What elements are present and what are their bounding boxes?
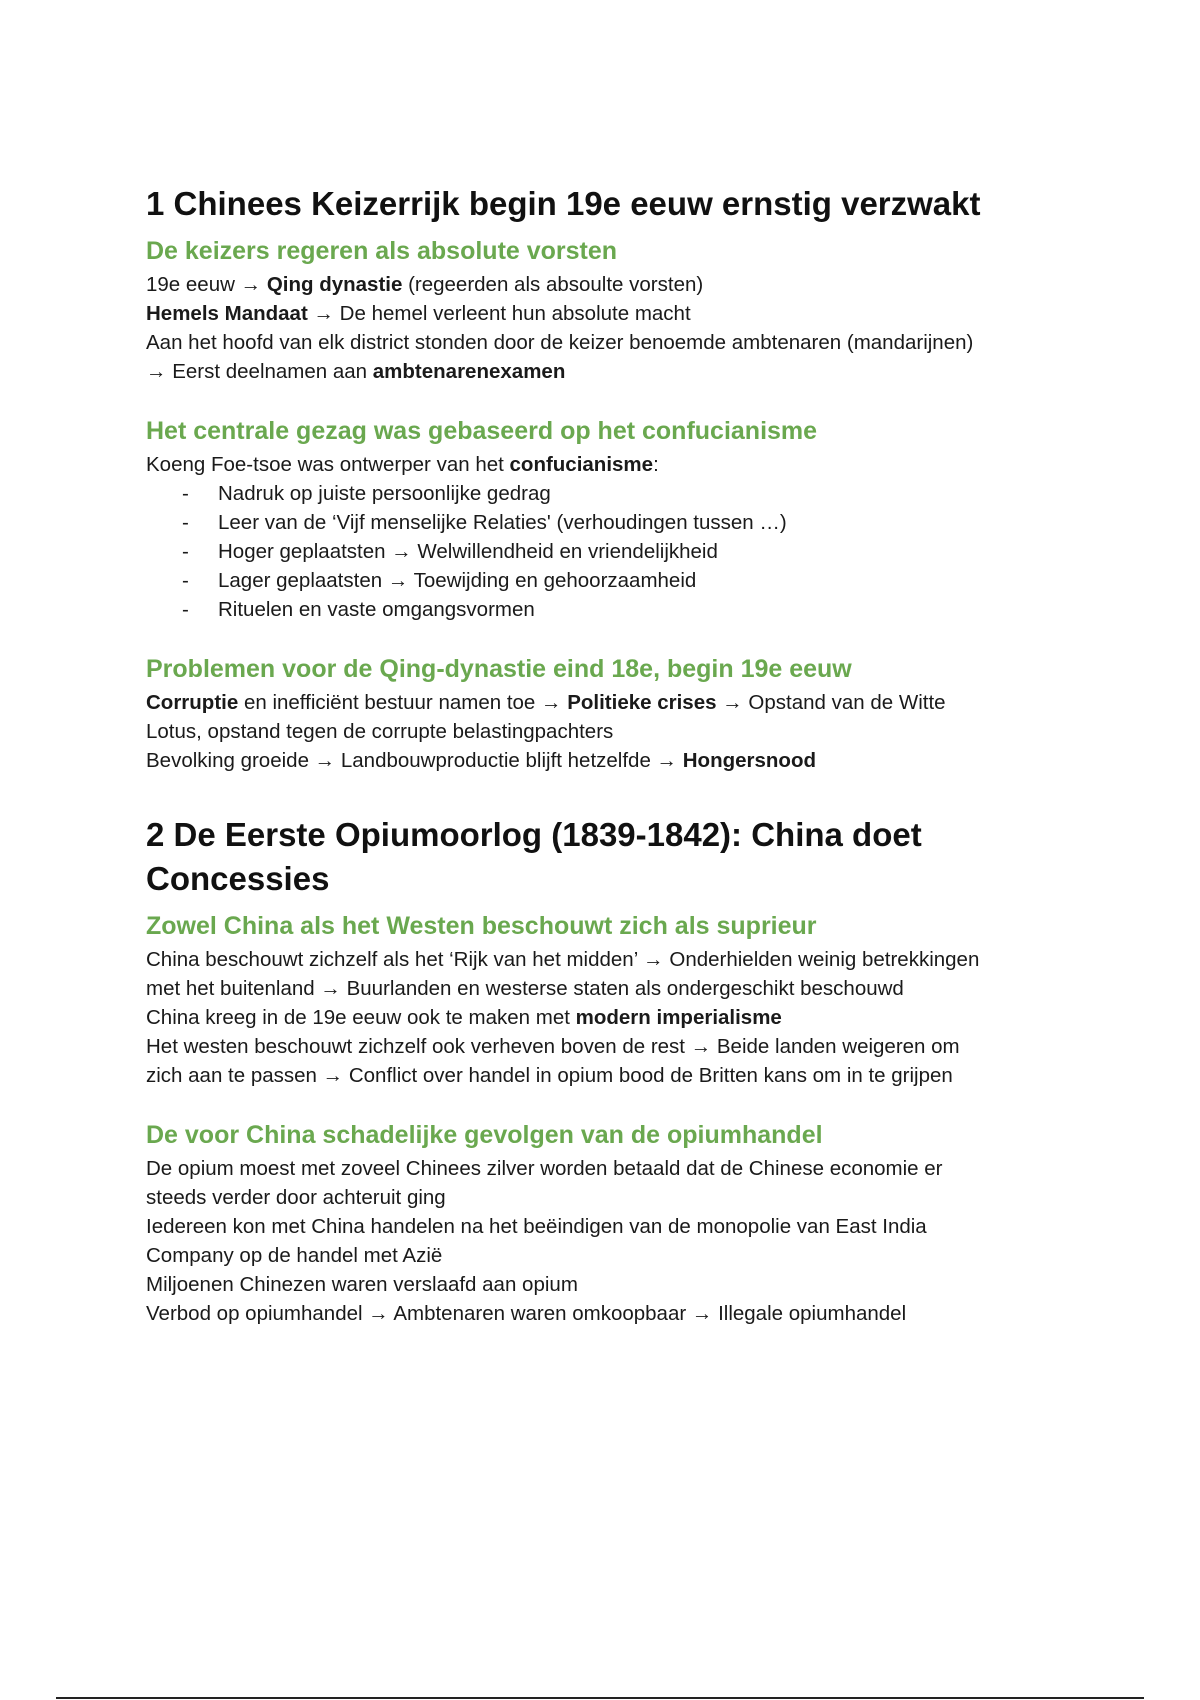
text-line: Corruptie en inefficiënt bestuur namen toe → Politieke crises → Opstand van de Witte: [146, 691, 946, 714]
list-item: - Hoger geplaatsten → Welwillendheid en vriendelijkheid: [146, 537, 1066, 566]
text-line: China beschouwt zichzelf als het ‘Rijk van het midden’ → Onderhielden weinig betrekkingen: [146, 948, 980, 971]
section-absolute-vorsten: [146, 236, 1066, 386]
dash-bullet: -: [182, 482, 189, 505]
text-line: Aan het hoofd van elk district stonden door de keizer benoemde ambtenaren (mandarijnen): [146, 331, 974, 354]
section-heading: Het centrale gezag was gebaseerd op het confucianisme: [146, 417, 818, 445]
text-line: Het westen beschouwt zichzelf ook verheven boven de rest → Beide landen weigeren om: [146, 1035, 960, 1058]
text-line: De opium moest met zoveel Chinees zilver worden betaald dat de Chinese economie er: [146, 1157, 943, 1180]
text-line: → Eerst deelnamen aan ambtenarenexamen: [146, 360, 566, 383]
text-line: zich aan te passen → Conflict over handel in opium bood de Britten kans om in te grijpen: [146, 1064, 953, 1087]
list-item: - Leer van de ‘Vijf menselijke Relaties' (verhoudingen tussen …): [146, 508, 1066, 537]
section-heading: Zowel China als het Westen beschouwt zich als suprieur: [146, 912, 817, 940]
text-line: Koeng Foe-tsoe was ontwerper van het confucianisme:: [146, 453, 659, 476]
text-line: China kreeg in de 19e eeuw ook te maken met modern imperialisme: [146, 1006, 782, 1029]
footer-divider: [56, 1697, 1144, 1699]
section-heading: De voor China schadelijke gevolgen van de opiumhandel: [146, 1121, 823, 1149]
document-body: [146, 182, 1066, 1358]
dash-bullet: -: [182, 511, 189, 534]
text-line: Bevolking groeide → Landbouwproductie blijft hetzelfde → Hongersnood: [146, 749, 816, 772]
section-heading: De keizers regeren als absolute vorsten: [146, 237, 618, 265]
chapter-2-heading: 2 De Eerste Opiumoorlog (1839-1842): China doet Concessies: [146, 816, 922, 897]
bullet-list: [146, 479, 1066, 624]
section-opiumhandel: [146, 1120, 1066, 1328]
section-confucianisme: [146, 416, 1066, 624]
dash-bullet: -: [182, 540, 189, 563]
list-item: - Nadruk op juiste persoonlijke gedrag: [146, 479, 1066, 508]
text-line: 19e eeuw → Qing dynastie (regeerden als absoulte vorsten): [146, 273, 704, 296]
text-line: Hemels Mandaat → De hemel verleent hun absolute macht: [146, 302, 691, 325]
text-line: Lotus, opstand tegen de corrupte belastingpachters: [146, 720, 614, 743]
text-line: Company op de handel met Azië: [146, 1244, 443, 1267]
text-line: met het buitenland → Buurlanden en westerse staten als ondergeschikt beschouwd: [146, 977, 904, 1000]
list-item: - Lager geplaatsten → Toewijding en gehoorzaamheid: [146, 566, 1066, 595]
section-suprieur: [146, 911, 1066, 1090]
chapter-1-heading: 1 Chinees Keizerrijk begin 19e eeuw ernstig verzwakt: [146, 185, 981, 222]
text-line: Iedereen kon met China handelen na het beëindigen van de monopolie van East India: [146, 1215, 927, 1238]
text-line: steeds verder door achteruit ging: [146, 1186, 446, 1209]
text-line: Miljoenen Chinezen waren verslaafd aan opium: [146, 1273, 578, 1296]
list-item: - Rituelen en vaste omgangsvormen: [146, 595, 1066, 624]
section-heading: Problemen voor de Qing-dynastie eind 18e, begin 19e eeuw: [146, 655, 852, 683]
text-line: Verbod op opiumhandel → Ambtenaren waren omkoopbaar → Illegale opiumhandel: [146, 1302, 907, 1325]
dash-bullet: -: [182, 569, 189, 592]
dash-bullet: -: [182, 598, 189, 621]
section-problemen-qing: [146, 654, 1066, 775]
